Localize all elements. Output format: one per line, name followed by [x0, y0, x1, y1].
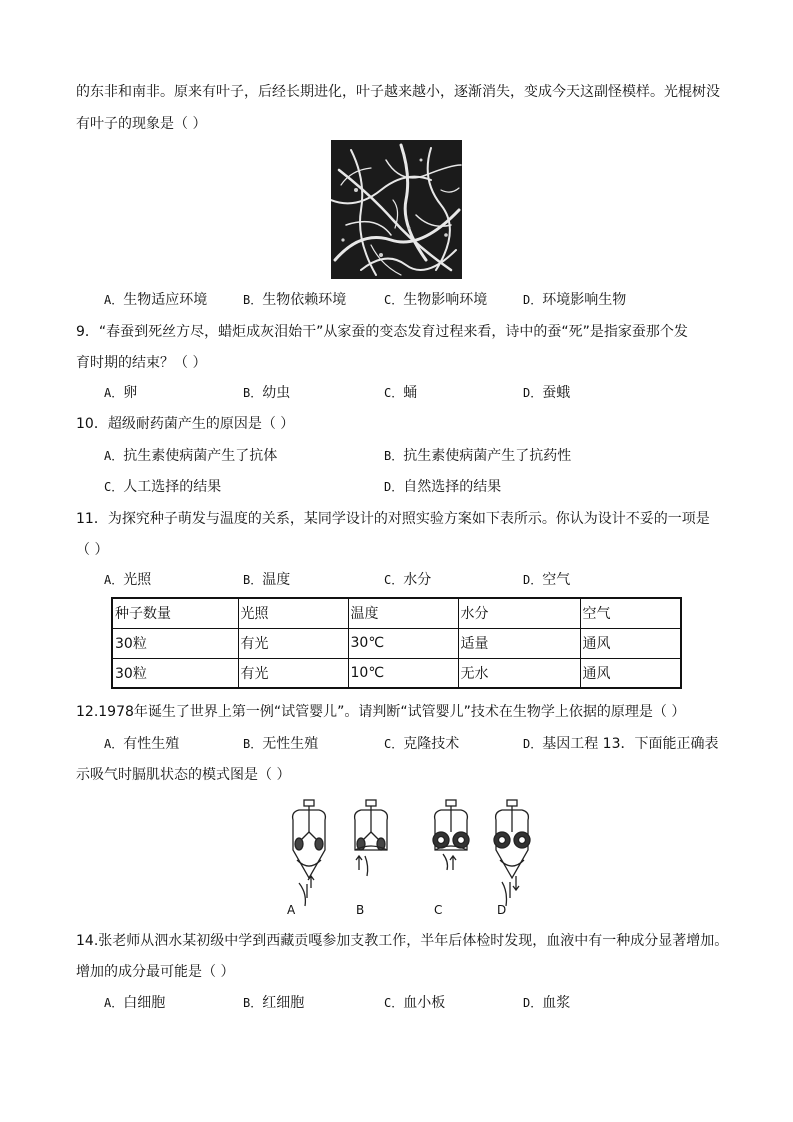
- q9-option-a[interactable]: A．卵: [104, 385, 138, 401]
- q11-option-a[interactable]: A．光照: [104, 572, 152, 588]
- q12-option-c[interactable]: C．克隆技术: [384, 736, 460, 752]
- figure-caption-d: D: [497, 903, 507, 917]
- table-header-cell: 种子数量: [112, 598, 238, 628]
- q14-stem-line2: 增加的成分最可能是（ ）: [76, 964, 235, 980]
- q9-stem-line1: 9．“春蚕到死丝方尽，蜡炬成灰泪始干”从家蚕的变态发育过程来看，诗中的蚕“死”是指家蚕那个发: [76, 324, 688, 340]
- q11-stem-line2: （ ）: [76, 542, 109, 558]
- q14-option-a[interactable]: A．白细胞: [104, 995, 166, 1011]
- q9-option-d[interactable]: D．蚕蛾: [523, 385, 571, 401]
- bell-jar-b-icon: [355, 800, 388, 876]
- table-header-cell: 水分: [458, 598, 580, 628]
- table-cell: 通风: [580, 658, 681, 688]
- table-cell: 适量: [458, 628, 580, 658]
- figure-caption-a: A: [287, 903, 296, 917]
- q11-option-b[interactable]: B．温度: [243, 572, 291, 588]
- q10-stem: 10．超级耐药菌产生的原因是（ ）: [76, 416, 295, 432]
- q14-option-d[interactable]: D．血浆: [523, 995, 571, 1011]
- table-header-row: [112, 598, 681, 628]
- figure-caption-c: C: [434, 903, 443, 917]
- q14-option-b[interactable]: B．红细胞: [243, 995, 305, 1011]
- q8-stem-line1: 的东非和南非。原来有叶子，后经长期进化，叶子越来越小，逐渐消失，变成今天这副怪模样。光棍树没: [76, 84, 720, 100]
- table-row: [112, 628, 681, 658]
- q8-stem-line2: 有叶子的现象是（ ）: [76, 116, 207, 132]
- q10-option-d[interactable]: D．自然选择的结果: [384, 479, 502, 495]
- q12-option-b[interactable]: B．无性生殖: [243, 736, 319, 752]
- q11-option-c[interactable]: C．水分: [384, 572, 432, 588]
- bell-jar-a-icon: [293, 800, 326, 906]
- q8-option-b[interactable]: B．生物依赖环境: [243, 292, 347, 308]
- bell-jar-c-icon: [433, 800, 469, 870]
- table-cell: 有光: [238, 628, 348, 658]
- q10-option-a[interactable]: A．抗生素使病菌产生了抗体: [104, 448, 278, 464]
- q10-option-b[interactable]: B．抗生素使病菌产生了抗药性: [384, 448, 572, 464]
- q9-stem-line2: 育时期的结束？（ ）: [76, 355, 207, 371]
- q8-option-d[interactable]: D．环境影响生物: [523, 292, 627, 308]
- q14-stem-line1: 14.张老师从泗水某初级中学到西藏贡嘎参加支教工作，半年后体检时发现，血液中有一种成分显著增加。: [76, 933, 729, 949]
- q14-option-c[interactable]: C．血小板: [384, 995, 446, 1011]
- table-cell: 无水: [458, 658, 580, 688]
- q8-option-c[interactable]: C．生物影响环境: [384, 292, 488, 308]
- bell-jar-diaphragm-figure: [277, 798, 532, 918]
- q11-option-d[interactable]: D．空气: [523, 572, 571, 588]
- q12-option-a[interactable]: A．有性生殖: [104, 736, 180, 752]
- q11-stem-line1: 11．为探究种子萌发与温度的关系，某同学设计的对照实验方案如下表所示。你认为设计不妥的一项是: [76, 511, 710, 527]
- experiment-table: [111, 597, 682, 689]
- bare-tree-photo: [331, 140, 462, 279]
- q13-stem: 示吸气时膈肌状态的模式图是（ ）: [76, 767, 291, 783]
- table-cell: 30粒: [112, 658, 238, 688]
- table-header-cell: 空气: [580, 598, 681, 628]
- figure-caption-b: B: [356, 903, 365, 917]
- bell-jar-d-icon: [494, 800, 530, 906]
- q12-stem: 12.1978年诞生了世界上第一例“试管婴儿”。请判断“试管婴儿”技术在生物学上依据的原理是（ ）: [76, 704, 686, 720]
- q12-option-d[interactable]: D．基因工程 13．下面能正确表: [523, 736, 719, 752]
- table-cell: 10℃: [348, 658, 458, 688]
- table-row: [112, 658, 681, 688]
- q9-option-c[interactable]: C．蛹: [384, 385, 418, 401]
- q10-option-c[interactable]: C．人工选择的结果: [104, 479, 222, 495]
- table-cell: 30粒: [112, 628, 238, 658]
- q8-option-a[interactable]: A．生物适应环境: [104, 292, 208, 308]
- table-cell: 30℃: [348, 628, 458, 658]
- q9-option-b[interactable]: B．幼虫: [243, 385, 291, 401]
- table-header-cell: 光照: [238, 598, 348, 628]
- table-header-cell: 温度: [348, 598, 458, 628]
- table-cell: 有光: [238, 658, 348, 688]
- table-cell: 通风: [580, 628, 681, 658]
